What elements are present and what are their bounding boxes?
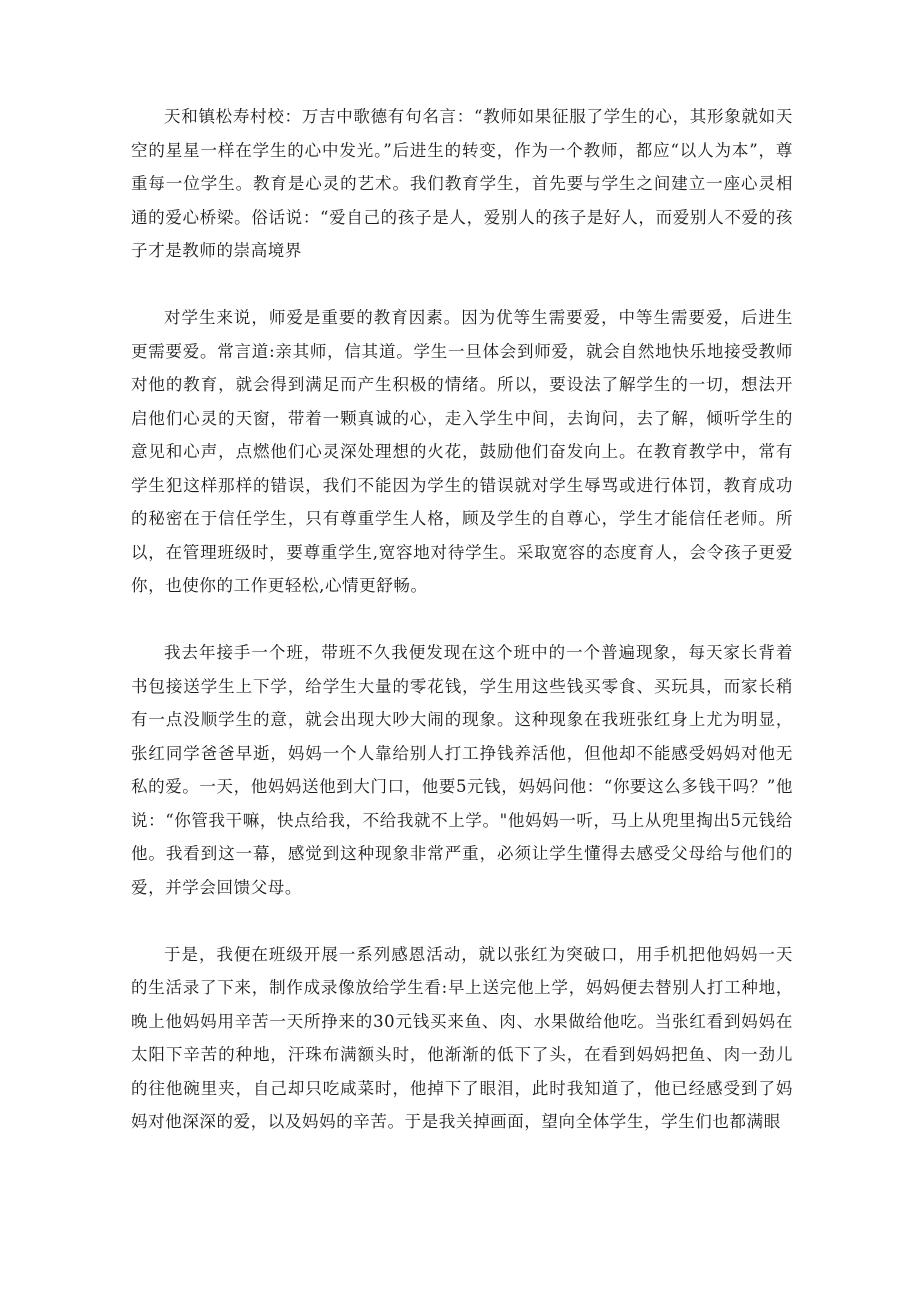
paragraph-3: 我去年接手一个班，带班不久我便发现在这个班中的一个普遍现象，每天家长背着书包接送学生上下学，给学生大量的零花钱，学生用这些钱买零食、买玩具，而家长稍有一点没顺学生的意，就会出现大吵大闹的现象。这种现象在我班张红身上尤为明显，张红同学爸爸早逝，妈妈一个人靠给别人打工挣钱养活他，但他却不能感受妈妈对他无私的爱。一天，他妈妈送他到大门口，他要5元钱，妈妈问他：“你要这么多钱干吗？”他说：“你管我干嘛，快点给我，不给我就不上学。"他妈妈一听，马上从兜里掏出5元钱给他。我看到这一幕，感觉到这种现象非常严重，必须让学生懂得去感受父母给与他们的爱，并学会回馈父母。 <box>131 643 793 897</box>
paragraph-4: 于是，我便在班级开展一系列感恩活动，就以张红为突破口，用手机把他妈妈一天的生活录了下来，制作成录像放给学生看:早上送完他上学，妈妈便去替别人打工种地，晚上他妈妈用辛苦一天所挣来的30元钱买来鱼、肉、水果做给他吃。当张红看到妈妈在太阳下辛苦的种地，汗珠布满额头时，他渐渐的低下了头，在看到妈妈把鱼、肉一劲儿的往他碗里夹，自己却只吃咸菜时，他掉下了眼泪，此时我知道了，他已经感受到了妈妈对他深深的爱，以及妈妈的辛苦。于是我关掉画面，望向全体学生，学生们也都满眼 <box>131 944 793 1131</box>
paragraph-1: 天和镇松寿村校：万吉中歌德有句名言：“教师如果征服了学生的心，其形象就如天空的星星一样在学生的心中发光。”后进生的转变，作为一个教师，都应“以人为本”，尊重每一位学生。教育是心灵的艺术。我们教育学生，首先要与学生之间建立一座心灵相通的爱心桥梁。俗话说：“爱自己的孩子是人，爱别人的孩子是好人，而爱别人不爱的孩子才是教师的崇高境界 <box>131 107 793 260</box>
document-body <box>131 100 793 1172</box>
paragraph-2: 对学生来说，师爱是重要的教育因素。因为优等生需要爱，中等生需要爱，后进生更需要爱。常言道:亲其师，信其道。学生一旦体会到师爱，就会自然地快乐地接受教师对他的教育，就会得到满足而产生积极的情绪。所以，要设法了解学生的一切，想法开启他们心灵的天窗，带着一颗真诚的心，走入学生中间，去询问，去了解，倾听学生的意见和心声，点燃他们心灵深处理想的火花，鼓励他们奋发向上。在教育教学中，常有学生犯这样那样的错误，我们不能因为学生的错误就对学生辱骂或进行体罚，教育成功的秘密在于信任学生，只有尊重学生人格，顾及学生的自尊心，学生才能信任老师。所以，在管理班级时，要尊重学生,宽容地对待学生。采取宽容的态度育人，会令孩子更爱你，也使你的工作更轻松,心情更舒畅。 <box>131 308 793 595</box>
